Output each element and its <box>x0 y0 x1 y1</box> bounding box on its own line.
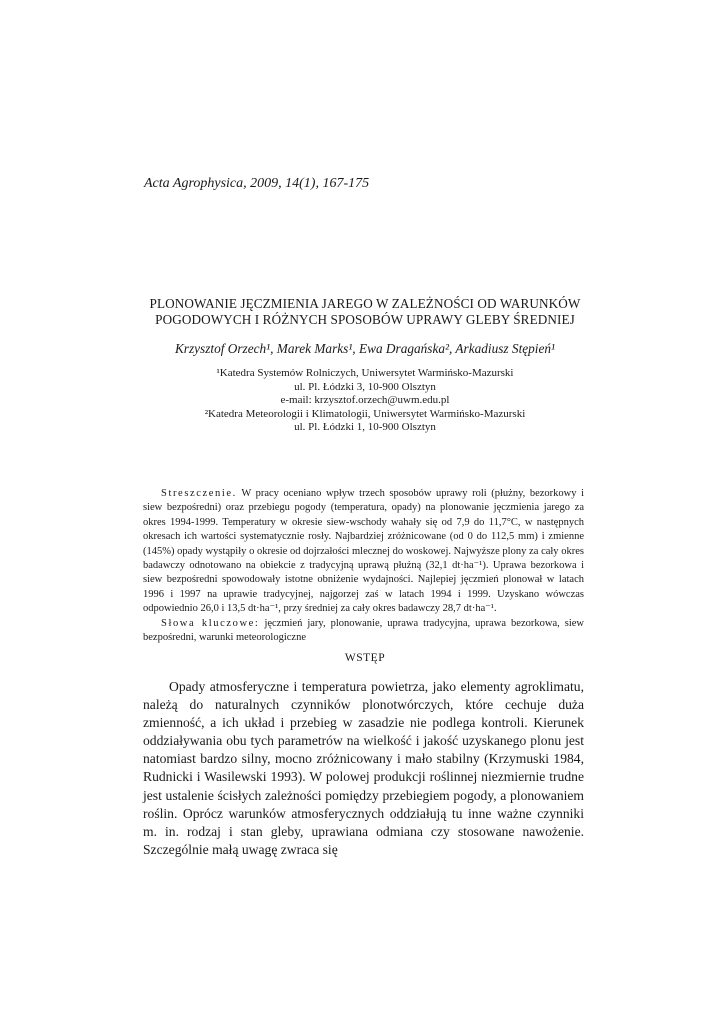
author-list: Krzysztof Orzech¹, Marek Marks¹, Ewa Dragańska², Arkadiusz Stępień¹ <box>174 341 556 356</box>
body-text <box>143 678 584 859</box>
affiliation-line: ²Katedra Meteorologii i Klimatologii, Uniwersytet Warmińsko-Mazurski <box>204 407 526 420</box>
abstract-text: W pracy oceniano wpływ trzech sposobów uprawy roli (płużny, bezorkowy i siew bezpośredni) oraz przebiegu pogody (temperatura, opady) na plonowanie jęczmienia jarego za okres 1994-1999. Temperatury w okresie siew-wschody wahały się od 7,9 do 11,7°C, w następnych okresach ich wartości systematycznie rosły. Najbardziej zróżnicowane (od 0 do 112,5 mm) i zmienne (145%) opady wystąpiły o okresie od dojrzałości mlecznej do woskowej. Najwyższe plony za cały okres badawczy odnotowano na obiekcie z tradycyjną uprawą płużną (32,1 dt·ha⁻¹). Uprawa bezorkowa i siew bezpośredni spowodowały istotne obniżenie wydajności. Najlepiej jęczmień plonował w latach 1996 i 1997 na uprawie tradycyjnej, najgorzej zaś w latach 1994 i 1999. Uzyskano wówczas odpowiednio 26,0 i 13,5 dt·ha⁻¹, przy średniej za cały okres badawczy 28,7 dt·ha⁻¹. <box>143 488 585 615</box>
affiliation-email: e-mail: krzysztof.orzech@uwm.edu.pl <box>280 394 450 407</box>
keywords-label: Słowa kluczowe: <box>161 617 260 629</box>
title-line-2: POGODOWYCH I RÓŻNYCH SPOSOBÓW UPRAWY GLEBY ŚREDNIEJ <box>155 312 575 327</box>
affiliation-line: ul. Pl. Łódzki 3, 10-900 Olsztyn <box>294 380 436 393</box>
keywords-paragraph <box>143 617 584 646</box>
abstract-paragraph <box>143 487 584 617</box>
section-heading: WSTĘP <box>344 652 386 664</box>
abstract-label: Streszczenie. <box>161 488 237 499</box>
journal-citation: Acta Agrophysica, 2009, 14(1), 167-175 <box>144 176 370 191</box>
affiliations <box>120 367 610 435</box>
affiliation-line: ¹Katedra Systemów Rolniczych, Uniwersytet Warmińsko-Mazurski <box>216 367 514 379</box>
paper-title <box>120 296 610 328</box>
affiliation-line: ul. Pl. Łódzki 1, 10-900 Olsztyn <box>294 421 436 434</box>
keywords-text: jęczmień jary, plonowanie, uprawa tradycyjna, uprawa bezorkowa, siew bezpośredni, warunki meteorologiczne <box>143 617 584 644</box>
body-paragraph: Opady atmosferyczne i temperatura powietrza, jako elementy agroklimatu, należą do naturalnych czynników plonotwórczych, które cechuje duża zmienność, a ich układ i przebieg w zasadzie nie podlega kontroli. Kierunek oddziaływania obu tych parametrów na wielkość i jakość uzyskanego plonu jest natomiast bardzo silny, mocno zróżnicowany i mało stabilny (Krzymuski 1984, Rudnicki i Wasilewski 1993). W polowej produkcji roślinnej niezmiernie trudne jest ustalenie ścisłych zależności pomiędzy przebiegiem pogody, a plonowaniem roślin. Oprócz warunków atmosferycznych oddziałują tu inne ważne czynniki m. in. rodzaj i stan gleby, uprawiana odmiana czy stosowane nawożenie. Szczególnie małą uwagę zwraca się <box>143 679 584 857</box>
title-line-1: PLONOWANIE JĘCZMIENIA JAREGO W ZALEŻNOŚCI OD WARUNKÓW <box>149 296 581 311</box>
abstract-block <box>143 487 584 645</box>
